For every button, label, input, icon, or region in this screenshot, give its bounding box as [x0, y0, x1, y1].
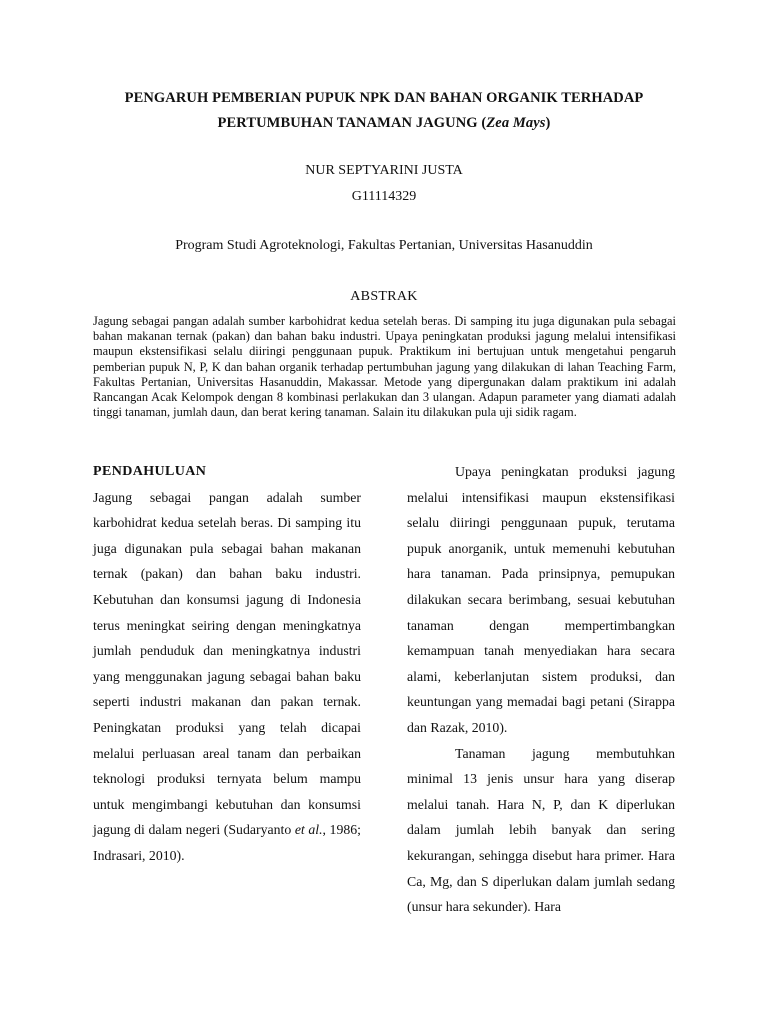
paper-title — [60, 86, 708, 136]
abstract-text: Jagung sebagai pangan adalah sumber karbohidrat kedua setelah beras. Di samping itu juga digunakan pula sebagai bahan makanan ternak (pakan) dan bahan baku industri. Upaya peningkatan produksi jagung melalui intensifikasi maupun ekstensifikasi selalu diiringi penggunaan pupuk. Praktikum ini bertujuan untuk mengetahui pengaruh pemberian pupuk N, P, K dan bahan organik terhadap pertumbuhan jagung yang dilakukan di lahan Teaching Farm, Fakultas Pertanian, Universitas Hasanuddin, Makassar. Metode yang dipergunakan dalam praktikum ini adalah Rancangan Acak Kelompok dengan 8 kombinasi perlakukan dan 3 ulangan. Adapun parameter yang diamati adalah tinggi tanaman, jumlah daun, dan berat kering tanaman. Salain itu dilakukan pula uji sidik ragam. — [93, 314, 676, 420]
species-name: Zea Mays — [486, 115, 546, 131]
student-id: G11114329 — [351, 189, 417, 204]
intro-paragraph-1: Jagung sebagai pangan adalah sumber karbohidrat kedua setelah beras. Di samping itu juga digunakan pula sebagai bahan makanan ternak (pakan) dan bahan baku industri. Kebutuhan dan konsumsi jagung di Indonesia terus meningkat seiring dengan meningkatnya jumlah penduduk dan meningkatnya industri yang menggunakan jagung sebagai bahan baku seperti industri makanan dan pakan ternak. Peningkatan produksi yang telah dicapai melalui perluasan areal tanam dan perbaikan teknologi produksi ternyata belum mampu untuk mengimbangi kebutuhan dan konsumsi jagung di dalam negeri (Sudaryanto et al., 1986; Indrasari, 2010). — [93, 489, 361, 863]
author-name: NUR SEPTYARINI JUSTA — [305, 163, 463, 178]
title-line-2: PERTUMBUHAN TANAMAN JAGUNG (Zea Mays) — [217, 115, 551, 131]
intro-paragraph-3: Tanaman jagung membutuhkan minimal 13 jenis unsur hara yang diserap melalui tanah. Hara N, P, dan K diperlukan dalam jumlah lebih banyak dan sering kekurangan, sehingga disebut hara primer. Hara Ca, Mg, dan S diperlukan dalam jumlah sedang (unsur hara sekunder). Hara — [407, 745, 675, 915]
title-line-1: PENGARUH PEMBERIAN PUPUK NPK DAN BAHAN ORGANIK TERHADAP — [124, 90, 644, 106]
section-heading: PENDAHULUAN — [93, 464, 207, 479]
intro-paragraph-2: Upaya peningkatan produksi jagung melalui intensifikasi maupun ekstensifikasi selalu diiringi penggunaan pupuk, terutama pupuk anorganik, untuk memenuhi kebutuhan hara tanaman. Pada prinsipnya, pemupukan dilakukan secara berimbang, sesuai kebutuhan tanaman dengan mempertimbangkan kemampuan tanah menyediakan hara secara alami, keberlanjutan sistem produksi, dan keuntungan yang memadai bagi petani (Sirappa dan Razak, 2010). — [407, 464, 675, 735]
et-al: et al. — [294, 822, 323, 838]
right-column — [407, 459, 675, 920]
abstract-heading: ABSTRAK — [350, 289, 418, 304]
affiliation: Program Studi Agroteknologi, Fakultas Pertanian, Universitas Hasanuddin — [175, 238, 593, 253]
left-column — [93, 459, 361, 869]
